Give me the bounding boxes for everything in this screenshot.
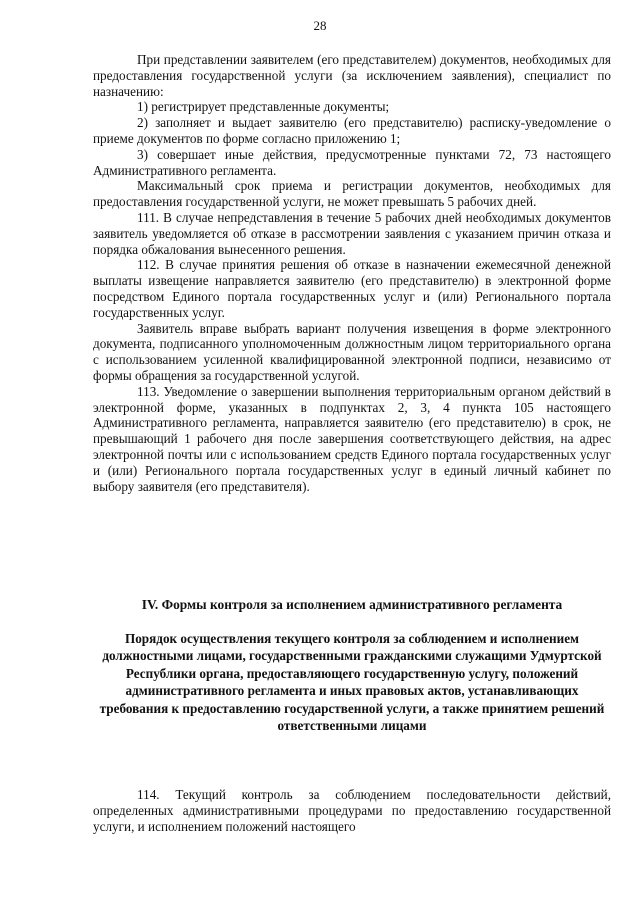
paragraph-intro: При представлении заявителем (его представителем) документов, необходимых для предоставления государственной услуги (за исключением заявления), специалист по назначению:: [93, 52, 611, 99]
paragraph-112: 112. В случае принятия решения об отказе в назначении ежемесячной денежной выплаты извещение направляется заявителю (его представителю) в электронной форме посредством Единого портала государственных услуг и (или) Регионального портала государственных услуг.: [93, 257, 611, 320]
paragraph-choice: Заявитель вправе выбрать вариант получения извещения в форме электронного документа, подписанного уполномоченным должностным лицом территориального органа с использованием усиленной квалифицированной электронной подписи, независимо от формы обращения за государственной услугой.: [93, 320, 611, 383]
page-number: 28: [313, 18, 327, 33]
paragraph-111: 111. В случае непредставления в течение 5 рабочих дней необходимых документов заявитель уведомляется об отказе в рассмотрении заявления с указанием причин отказа и порядка обжалования вынесенного решения.: [93, 209, 611, 257]
paragraph-item-2: 2) заполняет и выдает заявителю (его представителю) расписку-уведомление о приеме документов по форме согласно приложению 1;: [93, 115, 611, 146]
paragraph-max-term: Максимальный срок приема и регистрации документов, необходимых для предоставления государственной услуги, не может превышать 5 рабочих дней.: [93, 178, 611, 210]
subsection-heading: Порядок осуществления текущего контроля за соблюдением и исполнением должностными лицами, государственными гражданскими служащими Удмуртской Республики органа, предоставляющего государственную услугу, положений административного регламента и иных правовых актов, устанавливающих требования к предоставлению государственной услуги, а также принятием решений ответственными лицами: [99, 631, 605, 734]
paragraph-item-1: 1) регистрирует представленные документы;: [137, 99, 390, 115]
paragraph-114: 114. Текущий контроль за соблюдением последовательности действий, определенных административными процедурами по предоставлению государственной услуги, и исполнением положений настоящего: [93, 787, 611, 834]
body-text-bottom: [93, 787, 611, 834]
body-text: [93, 52, 611, 494]
section-heading: IV. Формы контроля за исполнением административного регламента: [141, 597, 563, 612]
paragraph-item-3: 3) совершает иные действия, предусмотренные пунктами 72, 73 настоящего Административного регламента.: [93, 146, 611, 178]
paragraph-113: 113. Уведомление о завершении выполнения территориальным органом действий в электронной форме, указанных в подпунктах 2, 3, 4 пункта 105 настоящего Административного регламента, направляется заявителю (его представителю) в срок, не превышающий 1 рабочего дня после завершения соответствующего действия, на адрес электронной почты или с использованием средств Единого портала государственных услуг и (или) Регионального портала государственных услуг в единый личный кабинет по выбору заявителя (его представителя).: [93, 383, 611, 494]
